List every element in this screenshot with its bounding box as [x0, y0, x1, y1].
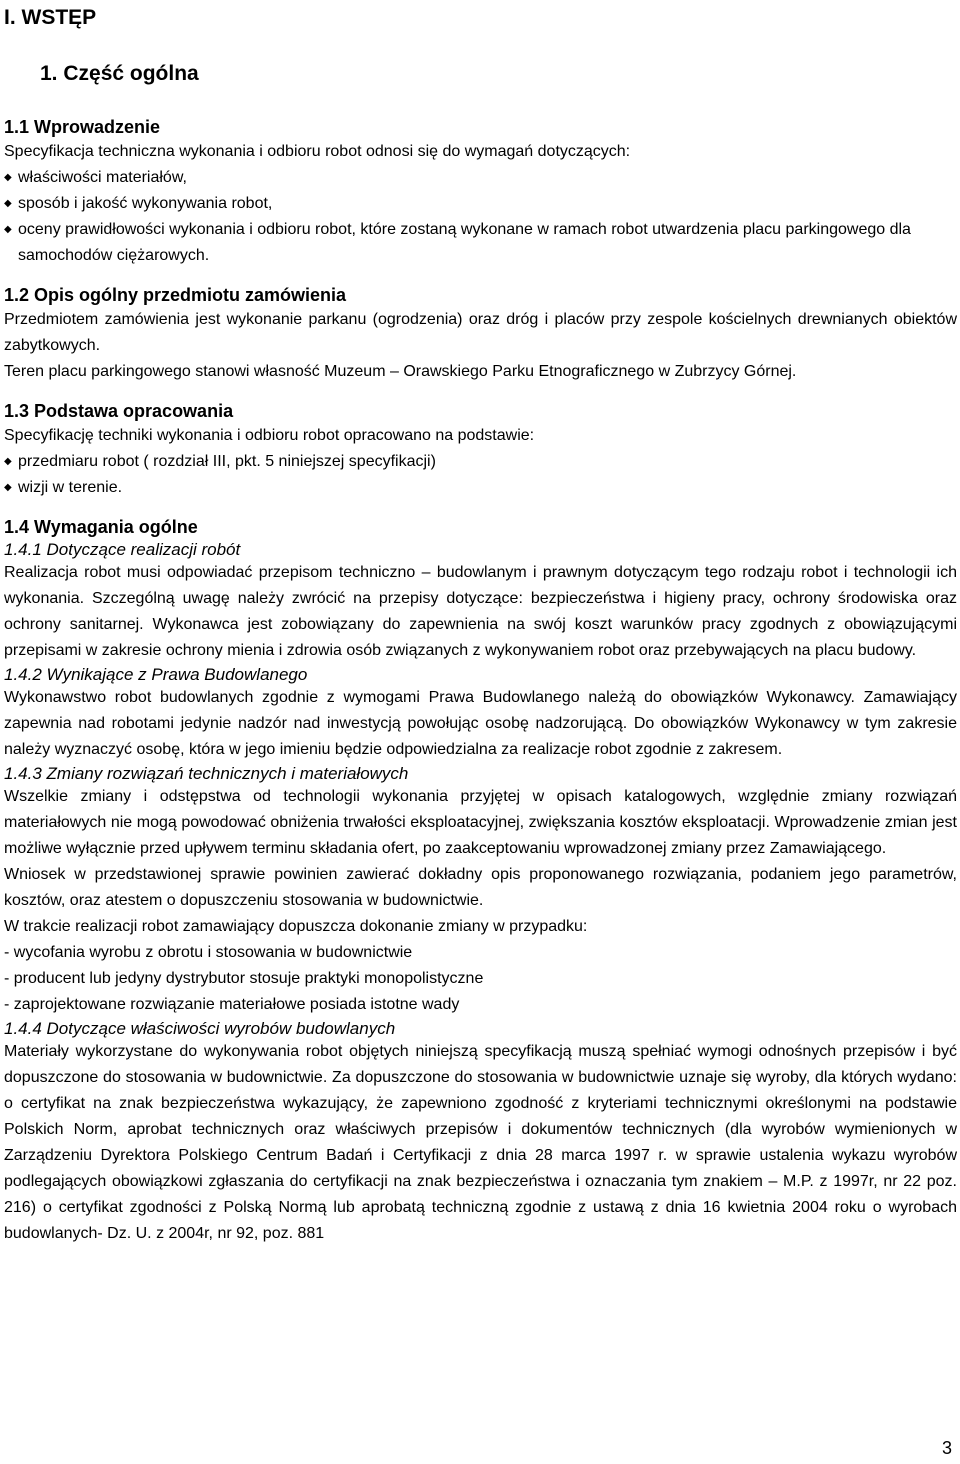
subsubsection-title-1-4-2: 1.4.2 Wynikające z Prawa Budowlanego	[4, 665, 308, 684]
diamond-bullet-icon: ◆	[4, 172, 12, 183]
list-item: ◆ właściwości materiałów,	[4, 165, 957, 191]
diamond-bullet-icon: ◆	[4, 456, 12, 467]
paragraph: Teren placu parkingowego stanowi własność Muzeum – Orawskiego Parku Etnograficznego w Zubrzycy Górnej.	[4, 363, 797, 380]
list-item: ◆ oceny prawidłowości wykonania i odbioru robot, które zostaną wykonane w ramach robot utwardzenia placu parkingowego dla samochodów ciężarowych.	[4, 217, 957, 269]
page-number: 3	[941, 1438, 952, 1458]
subsection-title-1-3: 1.3 Podstawa opracowania	[4, 401, 234, 421]
paragraph: Wykonawstwo robot budowlanych zgodnie z wymogami Prawa Budowlanego należą do obowiązków Wykonawcy. Zamawiający zapewnia nad robotami jedynie nadzór nad inwestycją powołując osobę nadzorującą. Do obowiązków Wykonawcy w tym zakresie należy wyznaczyć osobę, która w jego imieniu będzie odpowiedzialna za realizacje robot zgodnie z zakresem.	[4, 689, 957, 758]
section-heading: 1. Część ogólna	[40, 62, 199, 85]
diamond-bullet-icon: ◆	[4, 198, 12, 209]
subsection-title-1-2: 1.2 Opis ogólny przedmiotu zamówienia	[4, 285, 347, 305]
subsection-title-1-1: 1.1 Wprowadzenie	[4, 117, 161, 137]
diamond-bullet-icon: ◆	[4, 482, 12, 493]
paragraph: Wniosek w przedstawionej sprawie powinien zawierać dokładny opis proponowanego rozwiązania, podaniem jego parametrów, kosztów, oraz atestem o dopuszczeniu stosowania w budownictwie.	[4, 866, 957, 909]
paragraph: Realizacja robot musi odpowiadać przepisom techniczno – budowlanym i prawnym dotyczącym tego rodzaju robot i technologii ich wykonania. Szczególną uwagę należy zwrócić na przepisy dotyczące: bezpieczeństwa i higieny pracy, ochrony środowiska oraz ochrony sanitarnej. Wykonawca jest zobowiązany do zapewnienia na swój koszt warunków pracy zgodnych z obowiązującymi przepisami w zakresie ochrony mienia i zdrowia osób związanych z wykonywaniem robot oraz przebywających na placu budowy.	[4, 564, 957, 659]
paragraph: Materiały wykorzystane do wykonywania robot objętych niniejszą specyfikacją muszą spełniać wymogi odnośnych przepisów i być dopuszczone do stosowania w budownictwie. Za dopuszczone do stosowania w budownictwie uznaje się wyroby, dla których wydano: o certyfikat na znak bezpieczeństwa wykazujący, że zapewniono zgodność z kryteriami technicznymi określonymi na podstawie Polskich Norm, aprobat technicznych oraz właściwych przepisów i dokumentów technicznych (dla wyrobów wymienionych w Zarządzeniu Dyrektora Polskiego Centrum Badań i Certyfikacji z dnia 28 marca 1997 r. w sprawie ustalenia wykazu wyrobów podlegających obowiązkowi zgłaszania do certyfikacji na znak bezpieczeństwa i oznaczania tym znakiem – M.P. z 1997r, nr 22 poz. 216) o certyfikat zgodności z Polską Normą lub aprobatą techniczną zgodnie z ustawą z dnia 16 kwietnia 2004 roku o wyrobach budowlanych- Dz. U. z 2004r, nr 92, poz. 881	[4, 1043, 957, 1242]
diamond-bullet-icon: ◆	[4, 224, 12, 235]
chapter-heading: I. WSTĘP	[4, 6, 97, 29]
list-item: ◆ wizji w terenie.	[4, 475, 957, 501]
list-item: ◆ sposób i jakość wykonywania robot,	[4, 191, 957, 217]
list-item: - producent lub jedyny dystrybutor stosuje praktyki monopolistyczne	[4, 970, 484, 987]
subsubsection-title-1-4-4: 1.4.4 Dotyczące właściwości wyrobów budowlanych	[4, 1019, 396, 1038]
paragraph: W trakcie realizacji robot zamawiający dopuszcza dokonanie zmiany w przypadku:	[4, 918, 588, 935]
list-item: ◆ przedmiaru robot ( rozdział III, pkt. 5 niniejszej specyfikacji)	[4, 449, 957, 475]
list-item: - zaprojektowane rozwiązanie materiałowe posiada istotne wady	[4, 996, 460, 1013]
list-item: - wycofania wyrobu z obrotu i stosowania w budownictwie	[4, 944, 413, 961]
subsection-title-1-4: 1.4 Wymagania ogólne	[4, 517, 198, 537]
paragraph: Przedmiotem zamówienia jest wykonanie parkanu (ogrodzenia) oraz dróg i placów przy zespole kościelnych drewnianych obiektów zabytkowych.	[4, 311, 957, 354]
subsubsection-title-1-4-3: 1.4.3 Zmiany rozwiązań technicznych i materiałowych	[4, 764, 409, 783]
paragraph: Specyfikację techniki wykonania i odbioru robot opracowano na podstawie:	[4, 427, 535, 444]
subsubsection-title-1-4-1: 1.4.1 Dotyczące realizacji robót	[4, 540, 241, 559]
paragraph: Specyfikacja techniczna wykonania i odbioru robot odnosi się do wymagań dotyczących:	[4, 143, 631, 160]
paragraph: Wszelkie zmiany i odstępstwa od technologii wykonania przyjętej w opisach katalogowych, względnie zmiany rozwiązań materiałowych nie mogą powodować obniżenia trwałości eksploatacyjnej, zwiększania kosztów eksploatacji. Wprowadzenie zmian jest możliwe wyłącznie przed upływem terminu składania ofert, po zaakceptowaniu wprowadzonej zmiany przez Zamawiającego.	[4, 788, 957, 857]
document-page	[4, 0, 957, 1247]
